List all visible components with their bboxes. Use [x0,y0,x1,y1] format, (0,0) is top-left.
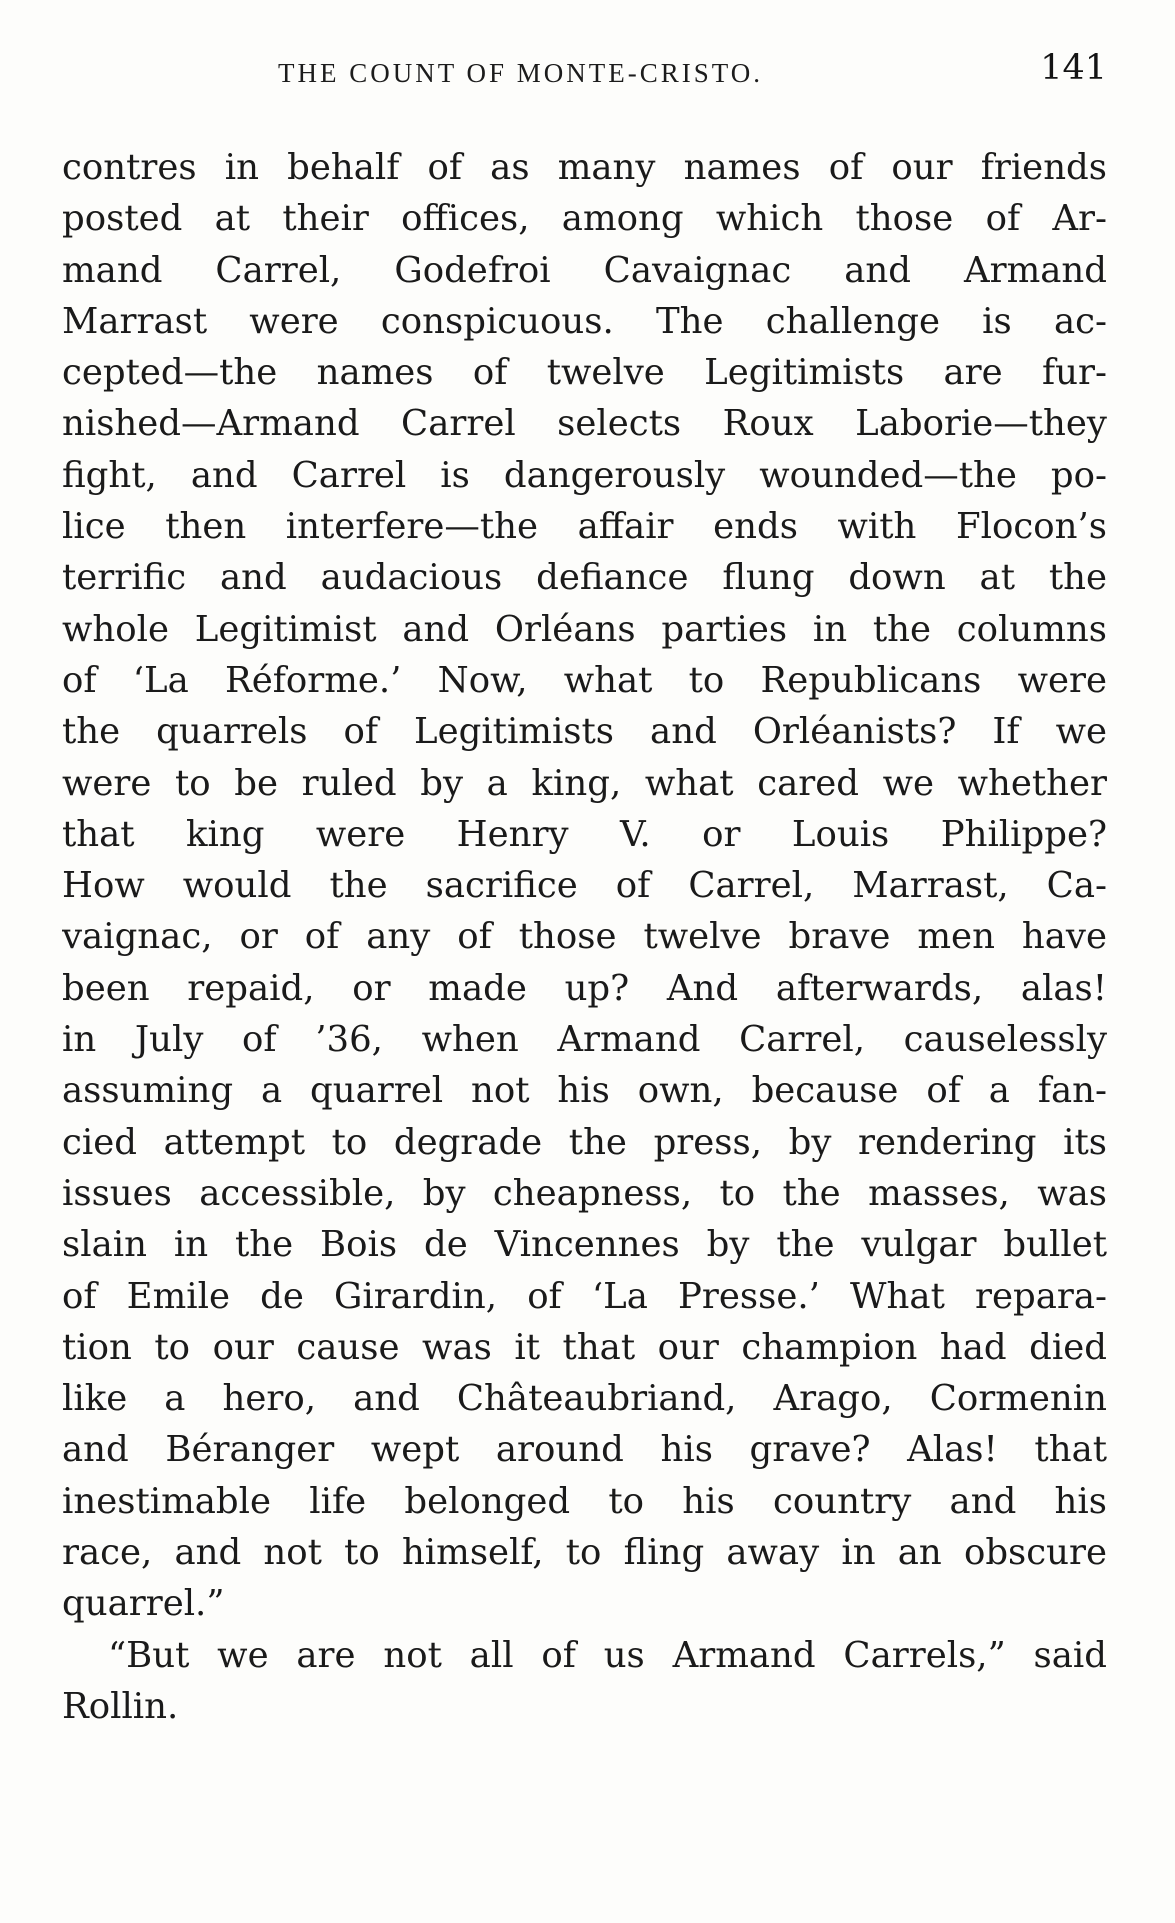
text-line: that king were Henry V. or Louis Philippe? [62,813,1107,855]
text-line: Rollin. [62,1685,179,1727]
text-line: fight, and Carrel is dangerously wounded—the po- [62,454,1107,496]
text-line: posted at their offices, among which those of Ar- [62,198,1107,240]
running-head-title: THE COUNT OF MONTE-CRISTO. [278,58,764,88]
text-line: contres in behalf of as many names of our friends [62,147,1107,188]
text-line: How would the sacrifice of Carrel, Marrast, Ca- [62,865,1107,907]
text-line: in July of ’36, when Armand Carrel, causelessly [62,1019,1107,1061]
paragraph-2 [62,1630,1107,1733]
text-line: cepted—the names of twelve Legitimists are fur- [62,352,1107,394]
text-line: slain in the Bois de Vincennes by the vulgar bullet [62,1224,1107,1266]
text-line: Marrast were conspicuous. The challenge is ac- [62,300,1107,342]
text-line: quarrel.” [62,1583,225,1625]
text-line: tion to our cause was it that our champion had died [62,1326,1107,1368]
text-line: of ‘La Réforme.’ Now, what to Republicans were [62,659,1107,701]
text-line: cied attempt to degrade the press, by rendering its [62,1121,1107,1163]
text-line: like a hero, and Châteaubriand, Arago, Cormenin [62,1378,1107,1420]
body-text [62,142,1107,1732]
paragraph-1 [62,142,1107,1630]
text-line: whole Legitimist and Orléans parties in the columns [62,608,1107,650]
text-line: the quarrels of Legitimists and Orléanists? If we [62,711,1107,753]
text-line: terrific and audacious defiance flung down at the [62,557,1107,599]
text-line: assuming a quarrel not his own, because of a fan- [62,1070,1107,1112]
text-line: nished—Armand Carrel selects Roux Laborie—they [62,403,1107,445]
text-line: vaignac, or of any of those twelve brave men have [62,916,1107,958]
text-line: of Emile de Girardin, of ‘La Presse.’ What repara- [62,1275,1107,1317]
running-head [62,48,1107,98]
text-line: mand Carrel, Godefroi Cavaignac and Armand [62,249,1107,291]
text-line: inestimable life belonged to his country and his [62,1480,1107,1522]
text-line: and Béranger wept around his grave? Alas! that [62,1429,1107,1471]
text-line: lice then interfere—the affair ends with Flocon’s [62,506,1107,548]
page-number: 141 [1040,48,1107,88]
text-line: issues accessible, by cheapness, to the masses, was [62,1172,1107,1214]
text-line: race, and not to himself, to fling away in an obscure [62,1532,1107,1574]
text-line: were to be ruled by a king, what cared we whether [62,762,1107,804]
text-line: “But we are not all of us Armand Carrels,” said [108,1634,1107,1676]
text-line: been repaid, or made up? And afterwards, alas! [62,967,1107,1009]
